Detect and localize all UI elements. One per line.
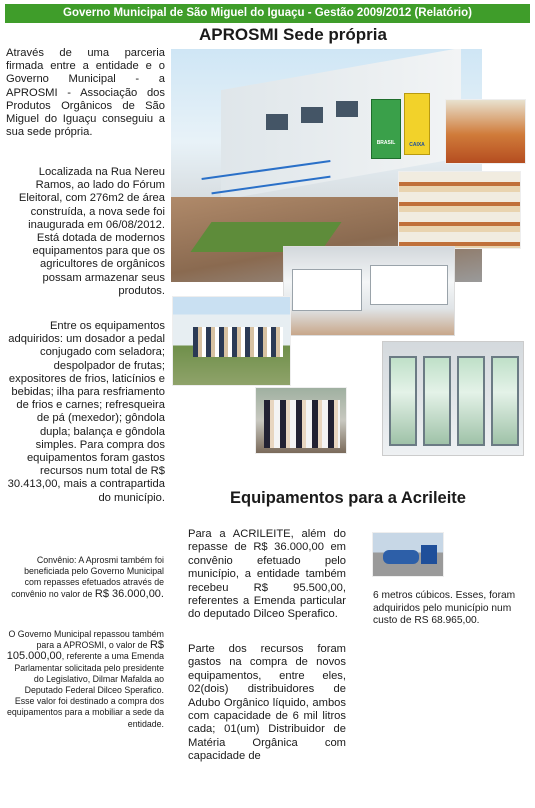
bank-sign-green [371,99,401,159]
ribbon-cutting-photo [255,387,347,454]
equipment-paragraph: Entre os equipamentos adquiridos: um dosador a pedal conjugado com seladora; despolpador de frutas; expositores de frios, laticínios e bebidas; ilha para resfriamento de frios e carnes; refresqueira de pá (mexedor); gôndola dupla; balança e gôndola simples. Para compra dos equipamentos foram gastos recursos num total de R$ 30.413,00, mais a contrapartida do município. [7,320,165,504]
fertilizer-distributor-photo [372,532,444,577]
acrileite-paragraph-1: Para a ACRILEITE, além do repasse de R$ 36.000,00 em convênio efetuado pelo município, a entidade também recebeu R$ 95.500,00, referentes a Emenda particular do deputado Dilceo Sperafico. [188,528,346,621]
amendment-note-text-a: O Governo Municipal repassou também para a APROSMI, o valor de [8,629,164,651]
agreement-note [6,555,164,600]
acrileite-paragraph-continued: 6 metros cúbicos. Esses, foram adquiridos pelo município num custo de RS 68.965,00. [373,590,516,627]
sign2-text: CAIXA [409,142,425,148]
page-title: APROSMI Sede própria [199,25,387,44]
bank-sign-yellow [404,93,430,155]
sign1-text: BRASIL [376,140,396,146]
amendment-note-text-b: , referente a uma Emenda Parlamentar solicitada pelo presidente do Legislativo, Dilmar Mafalda ao Deputado Federal Dilceo Sperafico. Esse valor foi destinado a compra dos equipamentos para a mobiliar a sede da entidade. [7,651,164,729]
produce-stall-photo [445,99,526,164]
amendment-note [6,629,164,730]
inauguration-ceremony-photo [172,296,291,386]
agreement-note-text: Convênio: A Aprosmi também foi beneficiada pelo Governo Municipal com repasses efetuados através de convênio no valor de [11,555,164,599]
agreement-note-value: R$ 36.000,00. [94,587,164,600]
section-title-acrileite: Equipamentos para a Acrileite [230,489,466,507]
refrigerated-displays-photo [382,341,524,456]
report-banner: Governo Municipal de São Miguel do Iguaçu - Gestão 2009/2012 (Relatório) [5,4,530,23]
store-shelves-photo [398,171,521,249]
acrileite-paragraph-2: Parte dos recursos foram gastos na compra de novos equipamentos, entre eles, 02(dois) distribuidores de Adubo Orgânico líquido, ambos com capacidade de 6 mil litros cada; 01(um) Distribuidor de Matéria Orgânica com capacidade de [188,643,346,763]
location-paragraph: Localizada na Rua Nereu Ramos, ao lado do Fórum Eleitoral, com 276m2 de área construída, a nova sede foi inaugurada em 06/08/2012. Está dotada de modernos equipamentos para que os agricultores de orgânicos possam armazenar seus produtos. [18,166,165,297]
amendment-note-value: R$ 105.000,00 [6,639,164,663]
freezers-photo [283,246,455,336]
intro-paragraph: Através de uma parceria firmada entre a entidade e o Governo Municipal - a APROSMI - Associação dos Produtos Orgânicos de São Miguel do Iguaçu conseguiu a sua sede própria. [6,47,165,139]
